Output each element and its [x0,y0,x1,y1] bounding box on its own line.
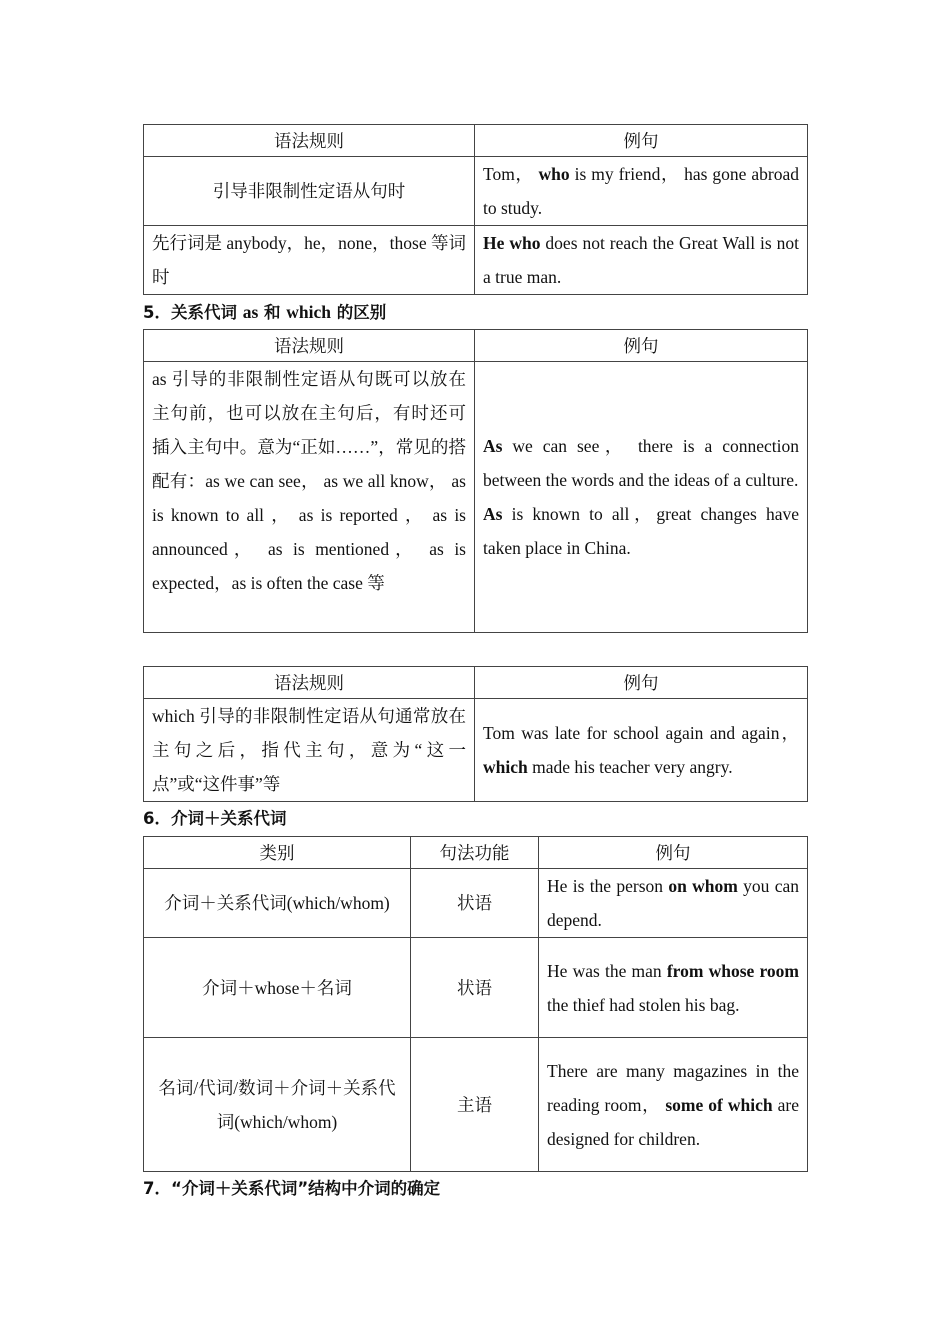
table-header-row [144,837,808,869]
section-heading-6: 6．介词＋关系代词 [143,809,287,828]
rule-cell: 先行词是 anybody，he，none，those 等词时 [144,226,475,295]
table-nonrestrictive-clause [143,124,808,295]
header-example: 例句 [475,125,808,157]
header-rule: 语法规则 [144,125,475,157]
table-row [144,1038,808,1172]
example-cell: He was the man from whose room the thief had stolen his bag. [539,938,808,1038]
table-header-row [144,330,808,362]
table-row [144,226,808,295]
function-cell: 状语 [411,938,539,1038]
table-row [144,869,808,938]
header-rule: 语法规则 [144,330,475,362]
example-cell: Tom， who is my friend， has gone abroad to study. [475,157,808,226]
example-cell [475,362,808,633]
header-rule: 语法规则 [144,667,475,699]
rule-cell: as 引导的非限制性定语从句既可以放在主句前，也可以放在主句后，有时还可插入主句中。意为“正如……”，常见的搭配有：as we can see， as we all know， as is known to all ， as is reported ， as is announced， as is mentioned， as is expected，as is often the case 等 [144,362,475,633]
table-header-row [144,125,808,157]
table-row [144,699,808,802]
table-preposition-relative [143,836,808,1172]
function-cell: 状语 [411,869,539,938]
header-example: 例句 [475,667,808,699]
category-cell: 名词/代词/数词＋介词＋关系代词(which/whom) [144,1038,411,1172]
table-as-clause [143,329,808,633]
example-cell: He is the person on whom you can depend. [539,869,808,938]
table-which-clause [143,666,808,802]
rule-cell: 引导非限制性定语从句时 [144,157,475,226]
header-example: 例句 [475,330,808,362]
example-sentence-1: As we can see， there is a connection between the words and the ideas of a culture. [483,436,799,490]
category-cell: 介词＋关系代词(which/whom) [144,869,411,938]
category-cell: 介词＋whose＋名词 [144,938,411,1038]
rule-cell: which 引导的非限制性定语从句通常放在主句之后，指代主句，意为“这一点”或“这件事”等 [144,699,475,802]
section-heading-5: 5．关系代词 as 和 which 的区别 [143,302,387,322]
example-cell: There are many magazines in the reading room， some of which are designed for children. [539,1038,808,1172]
document-page [143,124,807,1206]
section-heading-7: 7．“介词＋关系代词”结构中介词的确定 [143,1179,441,1198]
header-function: 句法功能 [411,837,539,869]
example-cell: Tom was late for school again and again， which made his teacher very angry. [475,699,808,802]
example-sentence-2: As is known to all，great changes have taken place in China. [483,504,799,558]
header-category: 类别 [144,837,411,869]
table-header-row [144,667,808,699]
header-example: 例句 [539,837,808,869]
function-cell: 主语 [411,1038,539,1172]
example-cell: He who does not reach the Great Wall is not a true man. [475,226,808,295]
table-row [144,938,808,1038]
table-row [144,362,808,633]
table-row [144,157,808,226]
